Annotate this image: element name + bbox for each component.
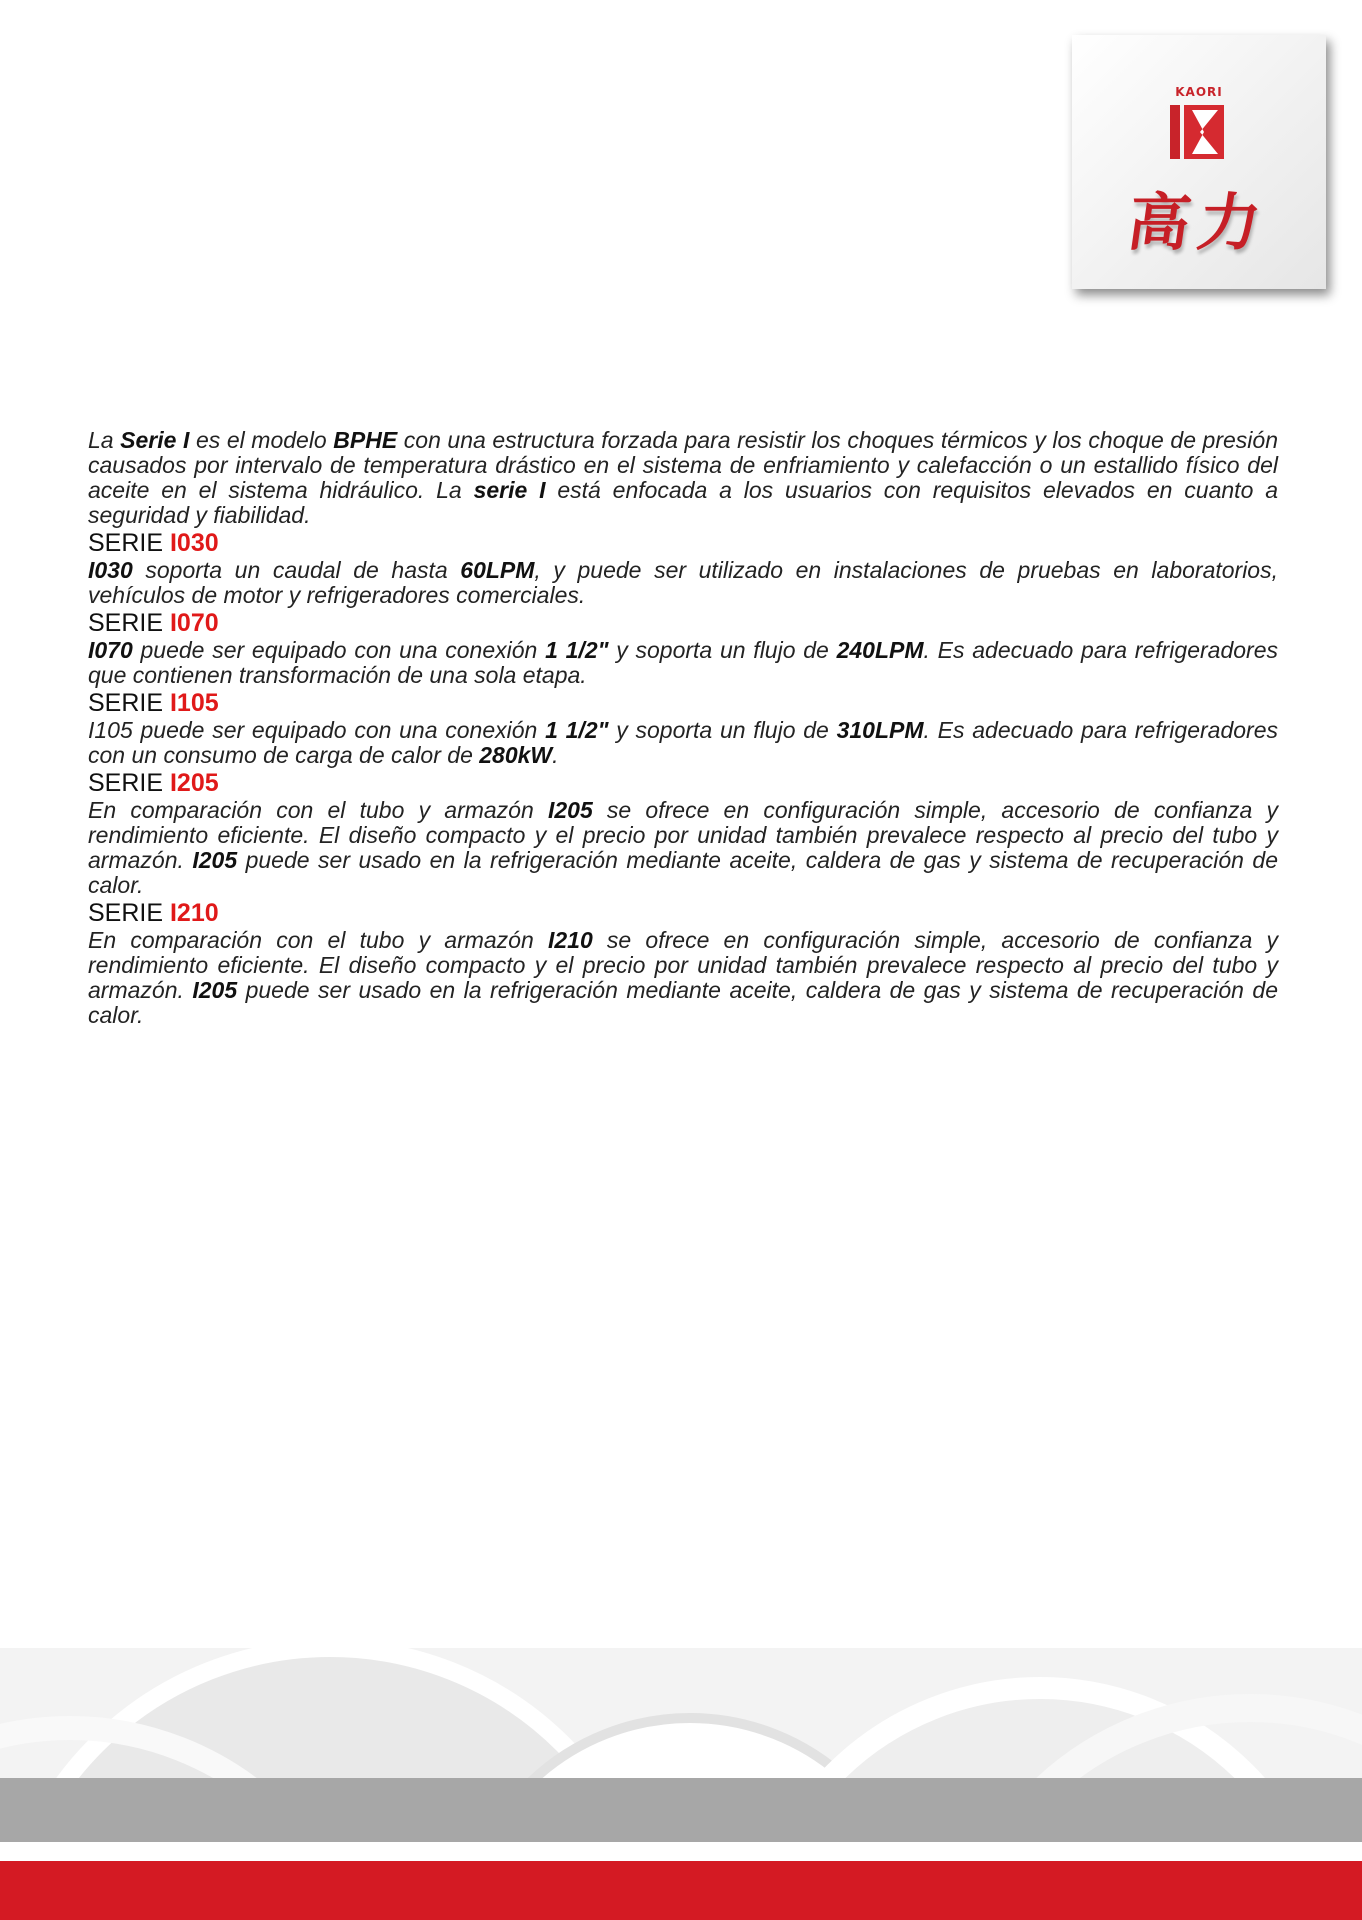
serie-i070-heading: SERIE I070 (88, 609, 219, 637)
serie-i205-paragraph: En comparación con el tubo y armazón I205 se ofrece en configuración simple, accesorio de confianza y rendimiento eficiente. El diseño compacto y el precio por unidad también prevalece respecto al precio del tubo y armazón. I205 puede ser usado en la refrigeración mediante aceite, caldera de gas y sistema de recuperación de calor. (88, 797, 1279, 898)
footer-red-band (0, 1861, 1362, 1920)
footer-decorative-rings (0, 1648, 1362, 1778)
logo-brand-text: KAORI (1175, 85, 1223, 99)
document-body (88, 428, 1278, 1028)
serie-i205-heading: SERIE I205 (88, 769, 219, 797)
decorative-rings-icon (0, 1648, 1362, 1778)
footer-gray-band (0, 1778, 1362, 1842)
serie-i105-heading: SERIE I105 (88, 689, 219, 717)
company-logo (1072, 35, 1326, 289)
serie-i105-paragraph: I105 puede ser equipado con una conexión 1 1/2" y soporta un flujo de 310LPM. Es adecuado para refrigeradores con un consumo de carga de calor de 280kW. (88, 717, 1278, 768)
serie-i030-heading: SERIE I030 (88, 529, 219, 557)
intro-paragraph: La Serie I es el modelo BPHE con una estructura forzada para resistir los choques térmicos y los choque de presión causados por intervalo de temperatura drástico en el sistema de enfriamiento y calefacción o un estallido físico del aceite en el sistema hidráulico. La serie I está enfocada a los usuarios con requisitos elevados en cuanto a seguridad y fiabilidad. (88, 427, 1278, 528)
serie-i030-paragraph: I030 soporta un caudal de hasta 60LPM, y puede ser utilizado en instalaciones de pruebas en laboratorios, vehículos de motor y refrigeradores comerciales. (88, 557, 1278, 608)
serie-i210-paragraph: En comparación con el tubo y armazón I210 se ofrece en configuración simple, accesorio de confianza y rendimiento eficiente. El diseño compacto y el precio por unidad también prevalece respecto al precio del tubo y armazón. I205 puede ser usado en la refrigeración mediante aceite, caldera de gas y sistema de recuperación de calor. (88, 927, 1279, 1028)
serie-i070-paragraph: I070 puede ser equipado con una conexión 1 1/2" y soporta un flujo de 240LPM. Es adecuado para refrigeradores que contienen transformación de una sola etapa. (88, 637, 1278, 688)
serie-i210-heading: SERIE I210 (88, 899, 219, 927)
logo-cjk-text: 高力 (1123, 186, 1274, 259)
